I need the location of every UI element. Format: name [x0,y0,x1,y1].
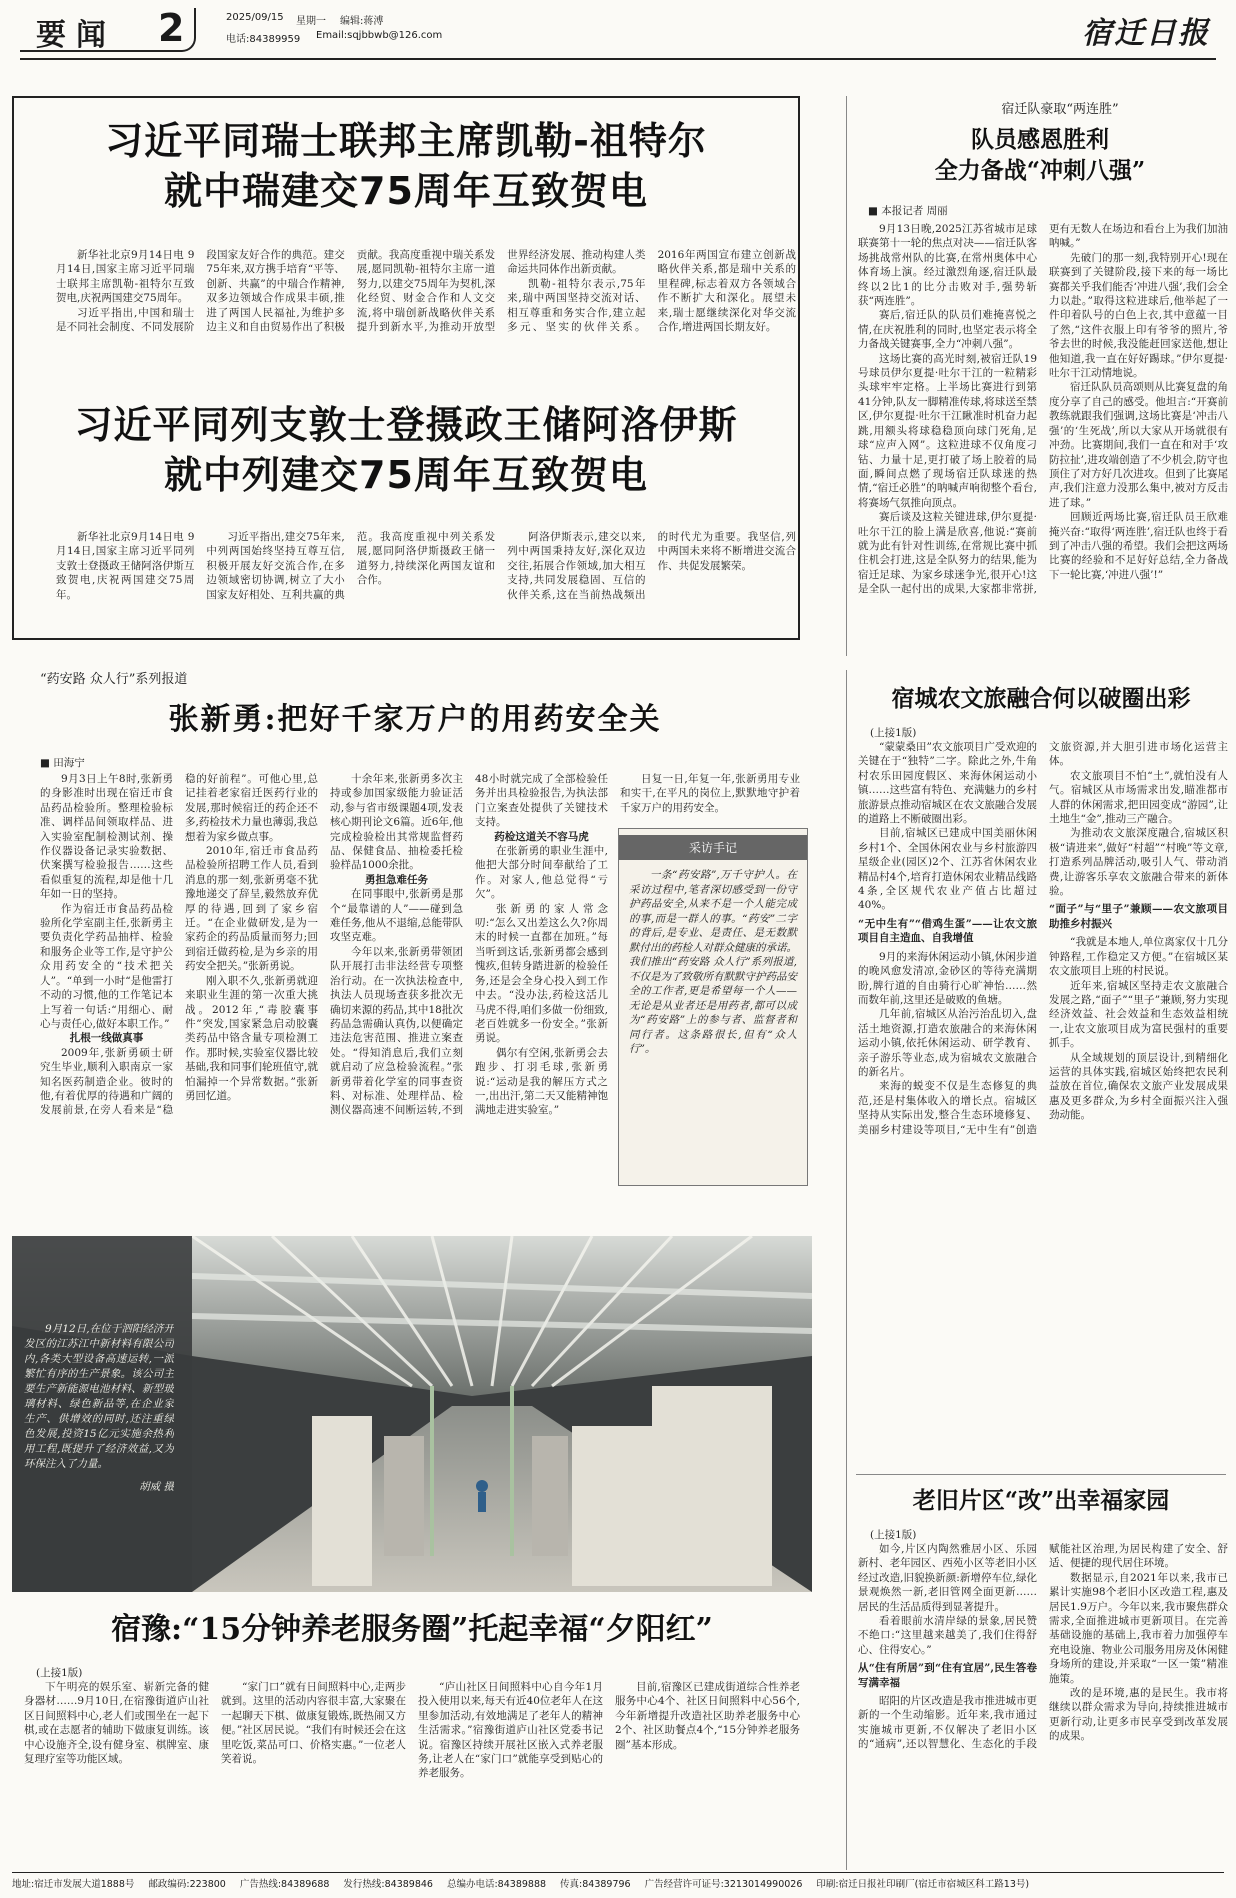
right-lower-divider [846,670,847,1870]
medicine-para: 张新勇的家人常念叨:“怎么又出差这么久?你周末的时候一直都在加班。”每当听到这话,张新勇都会感到愧疚,但转身踏进新的检验任务,还是会全身心投入到工作中去。“没办法,药检这活儿马虎不得,咱们多做一份细致,老百姓就多一份安全。”张新勇说。 [475,902,608,1045]
footer-postcode: 邮政编码:223800 [148,1879,226,1890]
elderly-headline: 宿豫:“15分钟养老服务圈”托起幸福“夕阳红” [111,1612,713,1647]
rural-para: “我就是本地人,单位离家仅十几分钟路程,工作稳定又方便。”在宿城区某农文旅项目上班的村民说。 [1049,936,1228,978]
rural-lead: (上接1版) [870,727,917,739]
football-para: 赛后,宿迁队的队员们难掩喜悦之情,在庆祝胜利的同时,也坚定表示将全力备战关键赛事,全力“冲刺八强”。 [858,309,1037,351]
footer-ad-license: 广告经营许可证号:3213014990026 [644,1879,803,1890]
medicine-para: 偶尔有空闲,张新勇会去跑步、打羽毛球,张新勇说:“运动是我的解压方式之一,出出汗,第二天又能精神饱满地走进实验室。” [475,1046,608,1117]
medicine-subhead: 扎根一线做真事 [69,1032,144,1045]
footer-rule [12,1872,1224,1873]
football-headline [860,124,1220,194]
football-title-line2: 全力备战“冲刺八强” [934,157,1146,184]
football-byline-text: 本报记者 周丽 [881,205,948,217]
footer-distribution-hotline: 发行热线:84389846 [343,1879,433,1890]
football-para: 这场比赛的高光时刻,被宿迁队19号球员伊尔夏提·吐尔干江的一粒精彩头球牢牢定格。上半场比赛进行到第41分钟,队友一脚精准传球,将球送至禁区,伊尔夏提·吐尔干江瞅准时机奋力起跳,用额头将球稳稳顶向球门死角,足球“应声入网”。这粒进球不仅角度刁钻、力量十足,更打破了场上胶着的局面,瞬间点燃了现场宿迁队球迷的热情,“宿迁必胜”的呐喊声响彻整个看台,将赛场气氛推向顶点。 [858,352,1037,509]
football-para: 宿迁队队员高颂则从比赛复盘的角度分享了自己的感受。他坦言:“开赛前教练就跟我们强调,这场比赛是‘冲击八强’的‘生死战’,所以大家从开场就很有冲劲。比赛期间,我们一直在和对手‘攻防拉扯’,进攻端创造了不少机会,防守也顶住了对方好几次进攻。但到了比赛尾声,我们注意力没那么集中,被对方反击进了球。” [1049,381,1228,509]
second-story-title-line2: 就中列建交75周年互致贺电 [164,453,648,497]
elderly-para: “家门口”就有日间照料中心,走两步就到。这里的活动内容很丰富,大家聚在一起聊天下棋、做康复锻炼,既热闹又方便。”社区居民说。“我们有时候还会在这里吃饭,菜品可口、价格实惠。”一位老人笑着说。 [221,1681,406,1766]
medicine-para: 9月3日上午8时,张新勇的身影准时出现在宿迁市食品药品检验所。整理检验标准、调样品间领取样品、进入实验室配制检测试剂、操作仪器设备记录实验数据、伏案撰写检验报告……这些看似重复的流程,却是他十几年如一日的坚持。 [40,773,173,901]
photo-caption-text: 9月12日,在位于泗阳经济开发区的江苏江中新材料有限公司内,各类大型设备高速运转,一派繁忙有序的生产景象。该公司主要生产新能源电池材料、新型玻璃材料、绿色新品等,在企业家生产、供增效的同时,还注重绿色发展,投资15亿元实施余热利用工程,既提升了经济效益,又为环保注入了力量。 [24,1323,174,1470]
football-para: 赛后谈及这粒关键进球,伊尔夏提·吐尔干江的脸上满是欣喜,他说:“赛前就为此有针对性训练,在常规比赛中抓住机会打进,这是全队努力的结果,能为宿迁足球、为家乡球迷争光,很开心!这是全队一起付出的成果,大家都非常拼,更有无数人在场边和看台上为我们加油呐喊。” [858,223,1228,596]
oldtown-para: 昭阳的片区改造是我市推进城市更新的一个生动缩影。近年来,我市通过实施城市更新,不仅解决了老旧小区的“通病”,还以智慧化、生态化的手段赋能社区治理,为居民构建了安全、舒适、便捷的现代居住环境。 [858,1543,1228,1751]
rural-subhead: “面子”与“里子”兼顾——农文旅项目助推乡村振兴 [1049,903,1228,930]
medicine-para: 2009年,张新勇硕士研究生毕业,顺利入职南京一家知名医药制造企业。彼时的他,有着优厚的待遇和广阔的发展前景,在旁人看来是“稳稳的好前程”。可他心里,总记挂着老家宿迁医药行业的发展,那时候宿迁的药企还不多,药检技术力量也薄弱,我总想着为家乡做点事。 [40,773,318,1117]
football-para: 先破门的那一刻,我特别开心!现在联赛到了关键阶段,接下来的每一场比赛都关乎我们能否‘冲进八强’,我们会全力以赴。”取得这粒进球后,他举起了一件印着队号的白色上衣,其中意蕴一目了然,“这件衣服上印有爷爷的照片,爷爷去世的时候,我没能赶回家送他,想让他知道,我一直在好好踢球。”伊尔夏提·吐尔干江动情地说。 [1049,251,1228,380]
rural-para: 来海的蜕变不仅是生态修复的典范,还是村集体收入的增长点。宿城区坚持从实际出发,整合生态环境修复、美丽乡村建设等项目,“无中生有”创造文旅资源,并大胆引进市场化运营主体。 [858,741,1228,1136]
oldtown-para: 看着眼前水清岸绿的景象,居民赞不绝口:“这里越来越美了,我们住得舒心、住得安心。” [858,1615,1037,1656]
medicine-para: 作为宿迁市食品药品检验所化学室副主任,张新勇主要负责化学药品抽样、检验和服务企业等工作,是守护公众用药安全的“技术把关人”。“单到一小时“是他雷打不动的习惯,他的工作笔记本上写着一句话:“用细心、耐心与责任心,做好本职工作。” [40,902,173,1030]
oldtown-para: 改的是环境,惠的是民生。我市将继续以群众需求为导向,持续推进城市更新行动,让更多市民享受到改革发展的成果。 [1049,1687,1228,1743]
rural-para: “蒙蒙桑田”农文旅项目广受欢迎的关键在于“独特”二字。除此之外,牛角村农乐田园度假区、来海休闲运动小镇……这些富有特色、充满魅力的乡村旅游景点推动宿城区在农文旅融合发展的道路上不断破圈出彩。 [858,741,1037,826]
rural-para: 几年前,宿城区从治污治乱切入,盘活土地资源,打造农旅融合的来海休闲运动小镇,依托休闲运动、研学教育、亲子游乐等业态,成为宿城农文旅融合的新名片。 [858,1008,1037,1078]
elderly-para: 目前,宿豫区已建成街道综合性养老服务中心4个、社区日间照料中心56个,今年新增提升改造社区助养老服务中心2个、社区助餐点4个,“15分钟养老服务圈”基本形成。 [615,1681,800,1751]
editor-phone: 电话:84389959 [226,34,301,45]
medicine-byline: ■ 田海宁 [40,757,85,769]
footer-fax: 传真:84389796 [560,1879,631,1890]
masthead [0,0,1236,58]
football-para: 9月13日晚,2025江苏省城市足球联赛第十一轮的焦点对决——宿迁队客场挑战常州队的比赛,在常州奥体中心体育场上演。经过激烈角逐,宿迁队最终以2比1的比分击败对手,强势斩获“两连胜”。 [858,223,1037,308]
top-story-title-line2: 就中瑞建交75周年互致贺电 [164,169,648,213]
sidebar-note-label: 采访手记 [619,835,807,860]
medicine-subhead: 勇担急难任务 [365,873,428,886]
top-story-body [56,248,796,386]
elderly-para: 下午明亮的娱乐室、崭新完备的健身器材……9月10日,在宿豫街道庐山社区日间照料中心,老人们或围坐在一起下棋,或在志愿者的辅助下做康复训练。该中心设施齐全,设有健身室、棋牌室、康复理疗室等功能区域。 [24,1681,209,1766]
top-story-title-line1: 习近平同瑞士联邦主席凯勒-祖特尔 [105,119,707,163]
right-column-divider [846,96,847,656]
medicine-para: 在张新勇的职业生涯中,他把大部分时间奉献给了工作。对家人,他总觉得“亏欠”。 [475,845,608,901]
second-story-para: 新华社北京9月14日电 9月14日,国家主席习近平同列支敦士登摄政王储阿洛伊斯互致贺电,庆祝两国建交75周年。 [56,531,195,601]
football-para: 回顾近两场比赛,宿迁队员王欣难掩兴奋:“取得‘两连胜’,宿迁队也终于看到了冲击八强的希望。我们会把这两场比赛的经验和不足好好总结,全力备战下一轮比赛,‘冲进八强’!” [1049,511,1228,581]
oldtown-para: 数据显示,自2021年以来,我市已累计实施98个老旧小区改造工程,惠及居民1.9万户。今年以来,我市聚焦群众需求,全面推进城市更新项目。在完善基础设施的基础上,我市着力加强停车充电设施、物业公司服务用房及休闲健身场所的建设,并采取“一区一策”精准施策。 [1049,1571,1228,1685]
second-story-title-line1: 习近平同列支敦士登摄政王储阿洛伊斯 [74,403,738,447]
oldtown-body [858,1542,1228,1864]
medicine-para: 2010年,宿迁市食品药品检验所招聘工作人员,看到消息的那一刻,张新勇毫不犹豫地递交了辞呈,毅然放弃优厚的待遇,回到了家乡宿迁。“在企业做研发,是为一家药企的药品质量而努力;回到宿迁做药检,是为乡亲的用药安全把关。”张新勇说。 [185,845,318,973]
masthead-rule [20,58,1216,60]
football-byline: ■ 本报记者 周丽 [868,205,948,217]
football-title-line1: 队员感恩胜利 [971,126,1109,153]
rural-headline: 宿城农文旅融合何以破圈出彩 [891,685,1191,712]
rural-para: 从全域规划的顶层设计,到精细化运营的具体实践,宿城区始终把农民利益放在首位,确保农文旅产业发展成果惠及更多群众,为乡村全面振兴注入强劲动能。 [1049,1051,1228,1122]
medicine-para: 刚入职不久,张新勇就迎来职业生涯的第一次重大挑战。2012年,“毒胶囊事件”突发,国家紧急启动胶囊类药品中铬含量专项检测工作。那时候,实验室仪器比较基础,我和同事们轮班值守,就怕漏掉一个异常数据。”张新勇回忆道。 [185,974,318,1102]
footer [12,1876,1224,1894]
top-story-para: 习近平指出,中国和瑞士是不同社会制度、不同发展阶段国家友好合作的典范。建交75年来,双方携手培育“平等、创新、共赢”的中瑞合作精神,双多边领域合作成果丰硕,推进了两国人民福祉,为维护多边主义和自由贸易作出了积极贡献。我高度重视中瑞关系发展,愿同凯勒-祖特尔主席一道努力,以建交75周年为契机,深化经贸、财金合作和人文交流,将中瑞创新战略伙伴关系提升到新水平,为推动开放型世界经济发展、推动构建人类命运共同体作出新贡献。 [56,249,646,334]
second-story-para: 习近平指出,建交75年来,中列两国始终坚持互尊互信,积极开展友好交流合作,在多边领域密切协调,树立了大小国家友好相处、互利共赢的典范。我高度重视中列关系发展,愿同阿洛伊斯摄政王储一道努力,持续深化两国友谊和合作。 [206,531,496,601]
rural-para: 近年来,宿城区坚持走农文旅融合发展之路,“面子”“里子”兼顾,努力实现经济效益、社会效益和生态效益相统一,让农文旅项目成为富民强村的重要抓手。 [1049,979,1228,1050]
photo-credit: 胡威 摄 [139,1481,174,1493]
medicine-kicker: “药安路 众人行”系列报道 [40,672,188,686]
medicine-closing [620,772,800,832]
second-story-para: 阿洛伊斯表示,建交以来,列中两国秉持友好,深化双边交往,拓展合作领域,加大相互支持,共同发展稳固、互信的伙伴关系,这在当前热战频出的时代尤为重要。我坚信,列中两国未来将不断增进交流合作、共促发展繁荣。 [507,531,796,601]
oldtown-para: 如今,片区内陶然雅居小区、乐园新村、老年园区、西苑小区等老旧小区经过改造,旧貌换新颜:新增停车位,绿化景观焕然一新,老旧管网全面更新……居民的生活品质得到显著提升。 [858,1543,1037,1613]
sidebar-note-body: 一条“药安路”,万千守护人。在采访过程中,笔者深切感受到一份守护药品安全,从来不是一个人能完成的事,而是一群人的事。“药安”二字的背后,是专业、是责任、是无数默默付出的药检人对群众健康的承诺。我们推出“药安路 众人行”系列报道,不仅是为了致敬所有默默守护药品安全的工作者,更是希望每一个人——无论是从业者还是用药者,都可以成为“药安路”上的参与者、监督者和同行者。这条路很长,但有“众人行”。 [629,869,797,1055]
second-story-body [56,530,796,630]
rural-body [858,740,1228,1464]
elderly-lead: (上接1版) [36,1667,83,1679]
sidebar-note-box [618,828,808,1186]
top-story-para: 新华社北京9月14日电 9月14日,国家主席习近平同瑞士联邦主席凯勒-祖特尔互致贺电,庆祝两国建交75周年。 [56,249,195,305]
rural-para: 目前,宿城区已建成中国美丽休闲乡村1个、全国休闲农业与乡村旅游四星级企业(园区)2个、江苏省休闲农业精品村4个,培育打造休闲农业精品线路4条,全区规代农业产值占比超过40%。 [858,827,1037,912]
medicine-para: 在同事眼中,张新勇是那个“最靠谱的人”——碰到急难任务,他从不退缩,总能带队攻坚克难。 [330,888,463,944]
issue-date: 2025/09/15 [226,12,284,23]
football-kicker: 宿迁队豪取“两连胜” [1001,102,1119,116]
elderly-para: “庐山社区日间照料中心自今年1月投入使用以来,每天有近40位老年人在这里参加活动,有效地满足了老年人的精神生活需求。”宿豫街道庐山社区党委书记说。宿豫区持续开展社区嵌入式养老服务,让老人在“家门口”就能享受到贴心的养老服务。 [418,1681,603,1780]
page-number: 2 [158,6,185,50]
top-story-headline [24,116,788,226]
footer-ad-hotline: 广告热线:84389688 [239,1879,330,1890]
medicine-headline: 张新勇:把好千家万户的用药安全关 [168,702,662,737]
photo-caption [24,1322,174,1562]
oldtown-rule [856,1474,1226,1475]
top-story-para: 凯勒-祖特尔表示,75年来,瑞中两国坚持交流对话、相互尊重和务实合作,建立起多元、坚实的伙伴关系。2016年两国宣布建立创新战略伙伴关系,都是瑞中关系的里程碑,标志着双方各领域合作不断扩大和深化。展望未来,瑞士愿继续深化对华交流合作,增进两国长期友好。 [507,249,796,334]
rural-para: 9月的来海休闲运动小镇,休闲步道的晚风愈发清凉,金砂区的等待充满期盼,牌行道的自由骑行心旷神怡……然而数年前,这里还是破败的鱼塘。 [858,950,1037,1006]
rural-subhead: “无中生有”“借鸡生蛋”——让农文旅项目自主造血、自我增值 [858,917,1037,945]
oldtown-subhead: 从“住有所居”到“住有宜居”,民生答卷写满幸福 [858,1662,1037,1689]
medicine-subhead: 药检这道关不容马虎 [494,830,589,843]
footer-address: 地址:宿迁市发展大道1888号 [12,1879,135,1890]
football-body [858,222,1228,662]
medicine-para: 今年以来,张新勇带领团队开展打击非法经营专项整治行动。在一次执法检查中,执法人员现场查获多批次无确切来源的药品,其中18批次药品急需确认真伪,以便确定违法危害范围、推进立案查处。“得知消息后,我们立刻就启动了应急检验流程。”张新勇带着化学室的同事查资料、对标准、处理样品、检测仪器高速不间断运转,不到48小时就完成了全部检验任务并出具检验报告,为执法部门立案查处提供了关键技术支持。 [330,773,608,1117]
newspaper-logo: 宿迁日报 [1082,16,1210,51]
rural-para: 为推动农文旅深度融合,宿城区积极“请进来”,做好“村超”“村晚”等文章,打造系列品牌活动,吸引人气、带动消费,让游客乐享农文旅融合带来的新体验。 [1049,827,1228,898]
medicine-para: 十余年来,张新勇多次主持或参加国家级能力验证活动,参与省市级课题4项,发表核心期刊论文6篇。近6年,他完成检验检出其常规监督药品、保健食品、抽检委托检验样品1000余批。 [330,773,463,872]
issue-weekday: 星期一 [296,16,326,27]
oldtown-lead: (上接1版) [870,1529,917,1541]
medicine-body [40,772,608,1184]
elderly-body [24,1680,800,1864]
editor-email: Email:sqjbbwb@126.com [316,30,443,41]
page-editor: 编辑:蒋溥 [340,16,384,27]
footer-editor-phone: 总编办电话:84389888 [446,1879,547,1890]
oldtown-headline: 老旧片区“改”出幸福家园 [912,1487,1170,1514]
medicine-byline-text: 田海宁 [53,757,85,769]
section-name: 要闻 [36,18,116,53]
medicine-para: 日复一日,年复一年,张新勇用专业和实干,在平凡的岗位上,默默地守护着千家万户的用药安全。 [620,773,800,814]
rural-para: 农文旅项目不怕“土”,就怕没有人气。宿城区从市场需求出发,瞄准都市人群的休闲需求,把田园变成“游园”,让土地生“金”,推动三产融合。 [1049,769,1228,826]
second-story-headline [24,400,788,510]
footer-printer: 印刷:宿迁日报社印刷厂(宿迁市宿城区科工路13号) [816,1879,1030,1890]
